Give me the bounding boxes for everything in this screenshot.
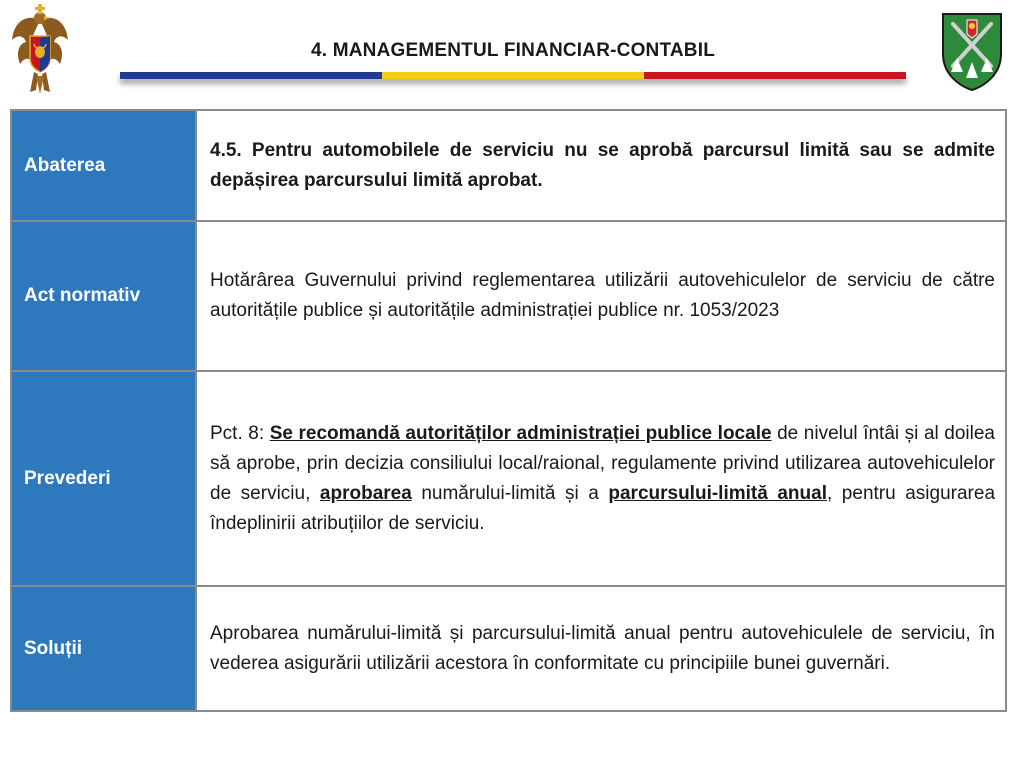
table-row bbox=[11, 221, 1006, 371]
flag-stripe-red bbox=[644, 72, 906, 79]
page-title: 4. MANAGEMENTUL FINANCIAR-CONTABIL bbox=[310, 40, 716, 61]
findings-table bbox=[10, 109, 1007, 712]
prevederi-text-4: , pentru asigurarea îndeplinirii atribuțiilor de serviciu. bbox=[210, 482, 996, 534]
row-content-solutii: Aprobarea numărului-limită și parcursului-limită anual pentru autovehiculele de serviciu, în vederea asigurării utilizării acestora în conformitate cu principiile bunei guvernări. bbox=[196, 586, 1006, 711]
prevederi-text-1: Pct. 8: bbox=[210, 422, 270, 444]
flag-tricolor-bar bbox=[120, 72, 906, 79]
prevederi-text-2: de nivelul întâi și al doilea să aprobe, prin decizia consiliului local/raional, regulamente privind utilizarea autovehiculelor de serviciu, bbox=[210, 422, 995, 504]
row-label-solutii: Soluții bbox=[11, 586, 196, 711]
row-content-prevederi bbox=[196, 371, 1006, 586]
prevederi-emphasis-2: aprobarea bbox=[319, 482, 412, 504]
row-label-abaterea: Abaterea bbox=[11, 110, 196, 221]
green-coat-of-arms-icon bbox=[937, 10, 1007, 92]
table-row bbox=[11, 371, 1006, 586]
row-label-prevederi: Prevederi bbox=[11, 371, 196, 586]
row-content-abaterea: 4.5. Pentru automobilele de serviciu nu se aprobă parcursul limită sau se admite depășirea parcursului limită aprobat. bbox=[196, 110, 1006, 221]
flag-stripe-blue bbox=[120, 72, 382, 79]
row-content-act-normativ: Hotărârea Guvernului privind reglementarea utilizării autovehiculelor de serviciu de către autoritățile publice și autoritățile administrației publice nr. 1053/2023 bbox=[196, 221, 1006, 371]
table-row bbox=[11, 110, 1006, 221]
prevederi-text-3: numărului-limită și a bbox=[411, 482, 609, 504]
moldova-coat-of-arms-icon bbox=[8, 2, 72, 98]
flag-stripe-yellow bbox=[382, 72, 644, 79]
prevederi-emphasis-1: Se recomandă autorităților administrației publice locale bbox=[269, 422, 772, 444]
table-row bbox=[11, 586, 1006, 711]
prevederi-emphasis-3: parcursului-limită anual bbox=[608, 482, 827, 504]
row-label-act-normativ: Act normativ bbox=[11, 221, 196, 371]
